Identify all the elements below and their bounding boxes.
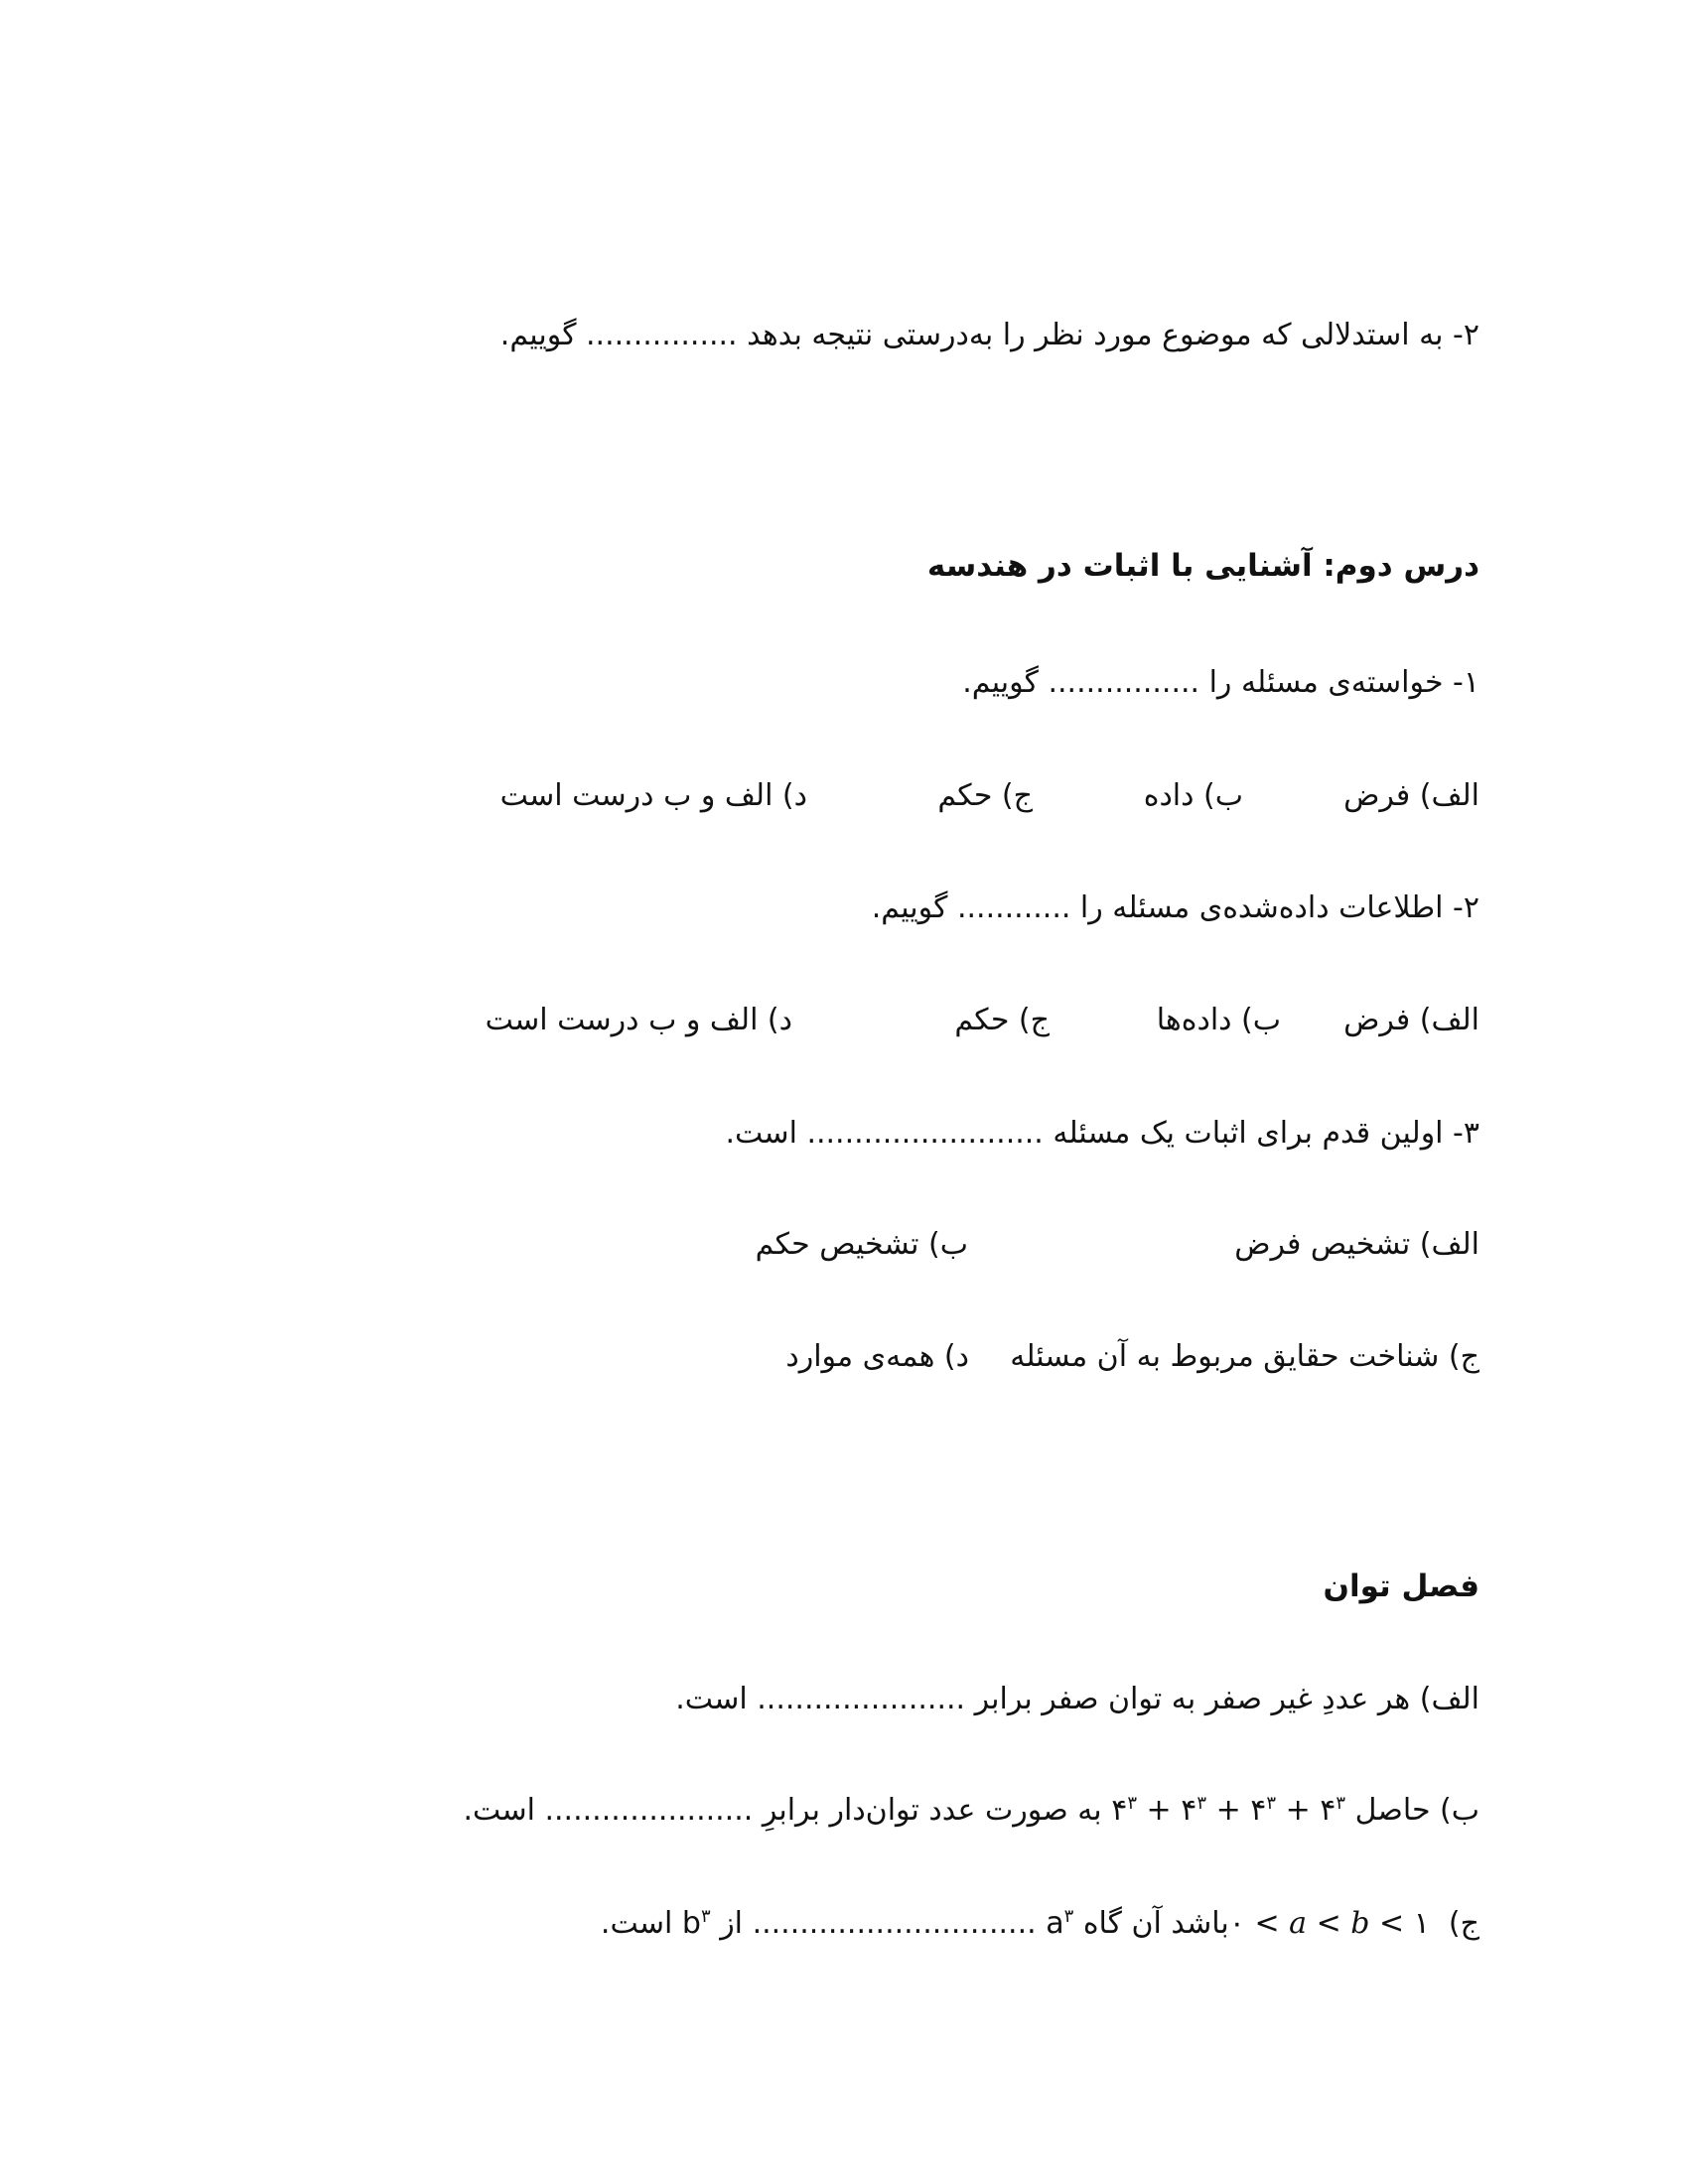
plus-sign: + bbox=[1146, 1793, 1172, 1828]
power-term: $۴^۳$ bbox=[1320, 1793, 1346, 1828]
q2-option-c: ج) حکم bbox=[954, 1003, 1050, 1037]
q1-option-d: د) الف و ب درست است bbox=[499, 778, 807, 813]
power-c-label: ج) bbox=[1448, 1906, 1479, 1941]
q1-option-b: ب) داده bbox=[1143, 778, 1243, 813]
power-c-end: است. bbox=[600, 1906, 673, 1941]
q1-option-a: الف) فرض bbox=[1343, 778, 1479, 813]
power-item-c bbox=[601, 1904, 1479, 1944]
power-term: $۴^۳$ bbox=[1181, 1793, 1207, 1828]
question-2-text: ۲- به استدلالی که موضوع مورد نظر را به‌درستی نتیجه بدهد ................ گوییم. bbox=[499, 318, 1479, 352]
q3-option-a: الف) تشخیص فرض bbox=[1234, 1227, 1479, 1262]
plus-sign: + bbox=[1285, 1793, 1311, 1828]
power-item-b bbox=[463, 1791, 1479, 1831]
q1-option-c: ج) حکم bbox=[937, 778, 1033, 813]
power-term: $۴^۳$ bbox=[1250, 1793, 1277, 1828]
b-cubed: $b^۳$ bbox=[681, 1906, 711, 1941]
power-b-prefix: ب) حاصل bbox=[1354, 1793, 1479, 1828]
q3-option-c: ج) شناخت حقایق مربوط به آن مسئله bbox=[1010, 1339, 1479, 1374]
power-c-from: از bbox=[720, 1906, 744, 1941]
q2-option-b: ب) داده‌ها bbox=[1156, 1003, 1281, 1037]
inequality: ۰ < a < b < ۱ bbox=[1228, 1906, 1430, 1941]
lesson2-question-2: ۲- اطلاعات داده‌شده‌ی مسئله را ............ گوییم. bbox=[871, 890, 1479, 925]
power-b-suffix: به صورت عدد توان‌دار برابرِ ...................... است. bbox=[463, 1793, 1102, 1828]
blank-dots: .............................. bbox=[752, 1906, 1037, 1941]
power-item-a: الف) هر عددِ غیر صفر به توان صفر برابر ...................... است. bbox=[675, 1682, 1479, 1716]
plus-sign: + bbox=[1215, 1793, 1241, 1828]
lesson-heading: درس دوم: آشنایی با اثبات در هندسه bbox=[926, 548, 1479, 584]
q2-option-d: د) الف و ب درست است bbox=[485, 1003, 792, 1037]
lesson2-question-3: ۳- اولین قدم برای اثبات یک مسئله ......................... است. bbox=[725, 1116, 1479, 1151]
q2-option-a: الف) فرض bbox=[1343, 1003, 1479, 1037]
q3-option-d: د) همه‌ی موارد bbox=[785, 1339, 969, 1374]
power-term: $۴^۳$ bbox=[1111, 1793, 1137, 1828]
q3-option-b: ب) تشخیص حکم bbox=[755, 1227, 968, 1262]
power-c-then: باشد آن گاه bbox=[1082, 1906, 1229, 1941]
a-cubed: $a^۳$ bbox=[1046, 1906, 1074, 1941]
lesson2-question-1: ۱- خواسته‌ی مسئله را ................ گوییم. bbox=[962, 665, 1479, 700]
chapter-heading: فصل توان bbox=[1323, 1569, 1479, 1604]
